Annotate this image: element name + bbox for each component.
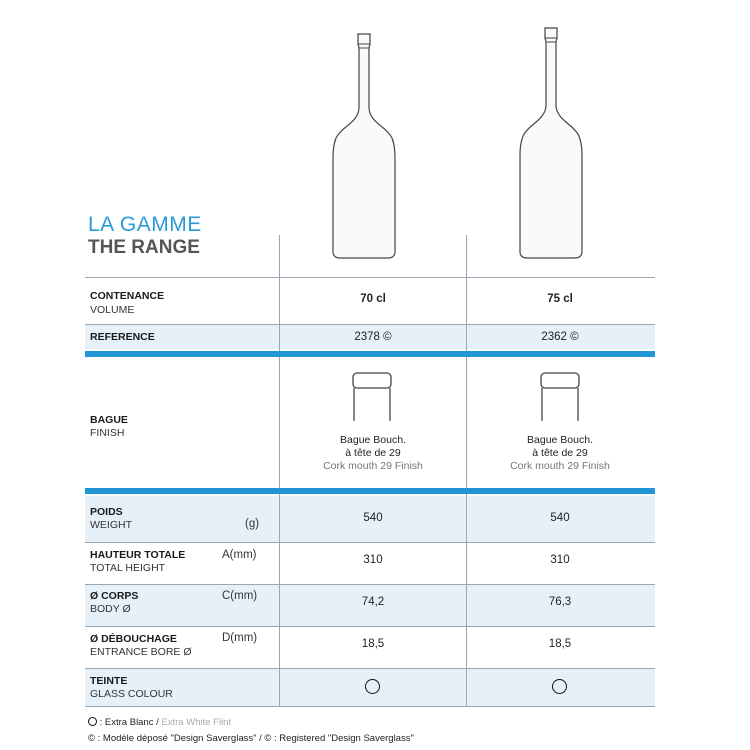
legend-circle-icon <box>88 717 97 726</box>
bore-unit: D(mm) <box>222 632 258 644</box>
bottle-70cl-image <box>330 28 410 268</box>
legend-fr: : Extra Blanc / <box>99 717 159 728</box>
accent-divider <box>85 351 655 357</box>
volume-label-en: VOLUME <box>90 304 135 316</box>
body-label-en: BODY Ø <box>90 603 131 615</box>
row-divider <box>85 626 655 627</box>
colour-label-en: GLASS COLOUR <box>90 688 173 700</box>
weight-value-1: 540 <box>363 512 383 524</box>
finish-value-2 <box>467 434 653 473</box>
reference-value-2: 2362 © <box>541 331 579 343</box>
bottle-75cl-image <box>517 22 597 262</box>
finish-line-2: à tête de 29 <box>532 447 588 459</box>
copyright-footnote: © : Modèle déposé "Design Saverglass" / © : Registered "Design Saverglass" <box>88 733 414 744</box>
cork-finish-icon <box>349 371 395 423</box>
bore-value-1: 18,5 <box>361 638 385 650</box>
cork-finish-icon <box>537 371 583 423</box>
accent-divider <box>85 488 655 494</box>
finish-line-1: Bague Bouch. <box>527 434 593 446</box>
volume-label-fr: CONTENANCE <box>90 290 165 302</box>
finish-label-fr: BAGUE <box>90 414 128 426</box>
height-unit: A(mm) <box>222 549 257 561</box>
weight-label-en: WEIGHT <box>90 519 132 531</box>
body-value-2: 76,3 <box>548 596 572 608</box>
body-value-1: 74,2 <box>361 596 385 608</box>
row-divider <box>85 324 655 325</box>
weight-unit: (g) <box>245 518 260 530</box>
extra-blanc-circle-icon <box>552 679 567 694</box>
height-value-1: 310 <box>363 554 383 566</box>
finish-line-3: Cork mouth 29 Finish <box>323 460 423 472</box>
finish-value-1 <box>280 434 466 473</box>
colour-label-fr: TEINTE <box>90 675 128 687</box>
reference-value-1: 2378 © <box>354 331 392 343</box>
range-title-en: THE RANGE <box>88 237 200 258</box>
bore-value-2: 18,5 <box>548 638 572 650</box>
weight-value-2: 540 <box>550 512 570 524</box>
row-divider <box>85 584 655 585</box>
row-divider <box>85 542 655 543</box>
finish-line-2: à tête de 29 <box>345 447 401 459</box>
body-label-fr: Ø CORPS <box>90 590 139 602</box>
body-unit: C(mm) <box>222 590 258 602</box>
volume-value-1: 70 cl <box>360 293 386 305</box>
bore-label-fr: Ø DÉBOUCHAGE <box>90 633 177 645</box>
finish-line-3: Cork mouth 29 Finish <box>510 460 610 472</box>
reference-label: REFERENCE <box>90 331 155 343</box>
height-value-2: 310 <box>550 554 570 566</box>
height-label-en: TOTAL HEIGHT <box>90 562 166 574</box>
row-divider <box>85 668 655 669</box>
volume-value-2: 75 cl <box>547 293 573 305</box>
row-divider <box>85 277 655 278</box>
finish-label-en: FINISH <box>90 427 125 439</box>
bore-label-en: ENTRANCE BORE Ø <box>90 646 192 658</box>
legend-footnote <box>88 716 231 728</box>
finish-line-1: Bague Bouch. <box>340 434 406 446</box>
weight-label-fr: POIDS <box>90 506 123 518</box>
legend-en: Extra White Flint <box>161 717 232 728</box>
height-label-fr: HAUTEUR TOTALE <box>90 549 186 561</box>
extra-blanc-circle-icon <box>365 679 380 694</box>
row-divider <box>85 706 655 707</box>
range-title-fr: LA GAMME <box>88 213 202 236</box>
